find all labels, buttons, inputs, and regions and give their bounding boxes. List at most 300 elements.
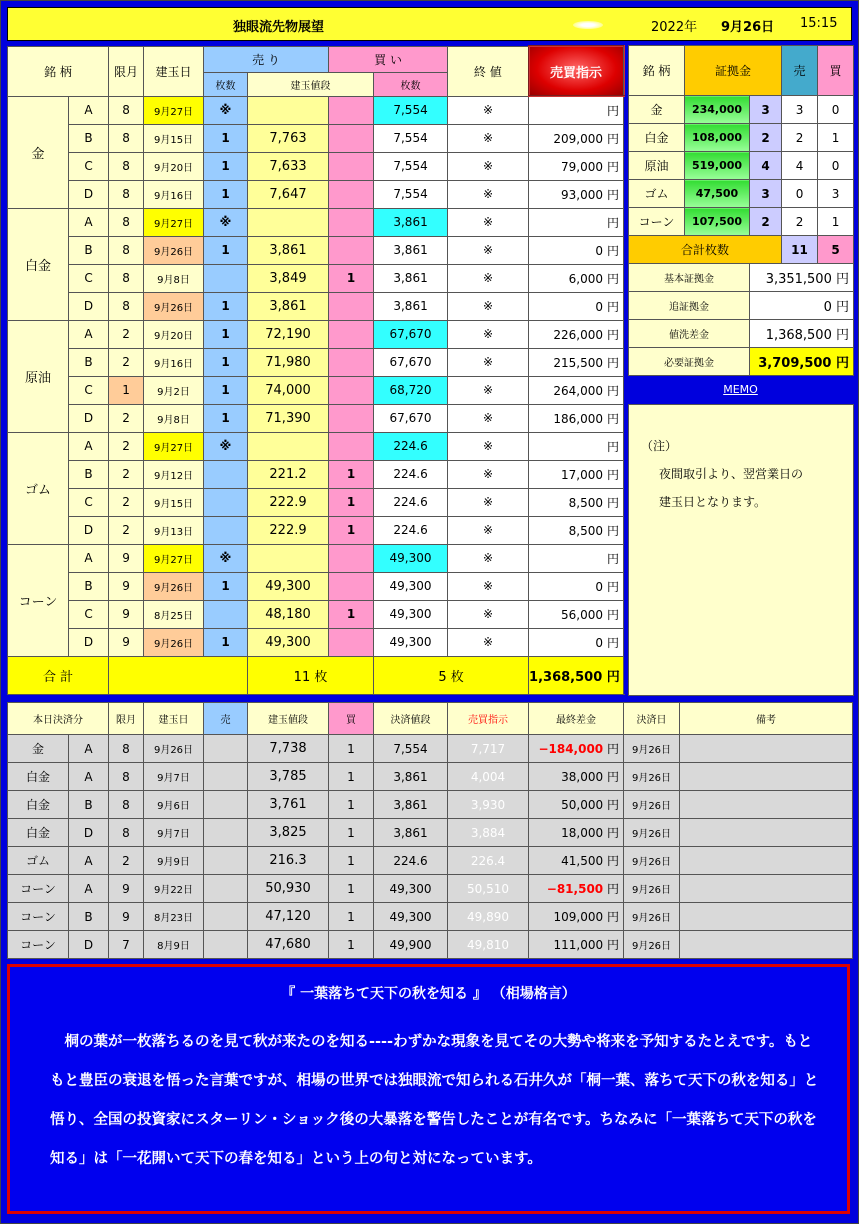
memo-link[interactable]: MEMO (723, 383, 758, 396)
summary-label: 値洗差金 (629, 320, 750, 348)
settle-signal: 7,717 (448, 735, 529, 763)
position-date: 9月13日 (144, 516, 204, 544)
buy-count (329, 432, 374, 460)
trade-signal: ※ (448, 572, 529, 600)
settle-position-date: 9月22日 (144, 875, 204, 903)
mtm-unit: 円 (607, 551, 620, 566)
summary-amount: 1,368,500 (765, 328, 832, 343)
settle-price: 3,861 (374, 763, 448, 791)
contract-month: 8 (109, 124, 144, 152)
mtm-value: 79,000 (561, 159, 604, 174)
position-row (8, 320, 624, 348)
final-diff-unit: 円 (606, 798, 619, 812)
final-diff-value: −184,000 (538, 742, 604, 756)
mtm-unit: 円 (607, 579, 620, 594)
margin-amount: 107,500 (685, 208, 750, 236)
settle-entry-price: 50,930 (248, 875, 329, 903)
margin-amount: 519,000 (685, 152, 750, 180)
memo-note: （注） (641, 439, 678, 453)
position-row (8, 348, 624, 376)
commodity-name: 原油 (8, 320, 69, 432)
sell-count: 1 (204, 628, 248, 656)
settle-price: 7,554 (374, 735, 448, 763)
sell-count: 1 (204, 152, 248, 180)
trade-signal: ※ (448, 600, 529, 628)
mark-to-market (529, 628, 624, 656)
trade-signal: ※ (448, 348, 529, 376)
settle-month: 8 (109, 819, 144, 847)
margin-amount: 108,000 (685, 124, 750, 152)
contract-month: 8 (109, 292, 144, 320)
margin-commodity: ゴム (629, 180, 685, 208)
trade-signal: ※ (448, 236, 529, 264)
position-row (8, 404, 624, 432)
settle-date: 9月26日 (624, 735, 680, 763)
entry-price: 7,763 (248, 124, 329, 152)
quote-body: 桐の葉が一枚落ちるのを見て秋が来たのを知る----わずかな現象を見てその大勢や将来を予知するたとえです。もともと豊臣の衰退を悟った言葉ですが、相場の世界では独眼流で知られる石井久が「桐一葉、落ちて天下の秋を知る」と悟り、全国の投資家にスターリン・ショック後の大暴落を警告したことが有名です。ちなみに「一葉落ちて天下の秋を知る」は「一花開いて天下の春を知る」という上の句と対になっています。 (50, 1034, 819, 1167)
margin-lots: 4 (750, 152, 782, 180)
buy-count (329, 320, 374, 348)
margin-amount: 234,000 (685, 96, 750, 124)
mtm-value: 264,000 (553, 383, 604, 398)
buy-count (329, 628, 374, 656)
settle-position-date: 9月7日 (144, 763, 204, 791)
contract-code: D (69, 628, 109, 656)
mtm-value: 0 (595, 635, 604, 650)
settle-entry-price: 47,680 (248, 931, 329, 959)
entry-price: 3,861 (248, 236, 329, 264)
settle-month: 7 (109, 931, 144, 959)
position-date: 9月27日 (144, 544, 204, 572)
margin-amount: 47,500 (685, 180, 750, 208)
contract-month: 2 (109, 516, 144, 544)
buy-count: 1 (329, 460, 374, 488)
mtm-unit: 円 (607, 355, 620, 370)
settle-commodity: 白金 (8, 763, 69, 791)
total-spacer (109, 656, 248, 694)
settle-buy: 1 (329, 847, 374, 875)
contract-month: 8 (109, 208, 144, 236)
position-row (8, 292, 624, 320)
buy-count (329, 544, 374, 572)
settle-buy: 1 (329, 903, 374, 931)
sell-count: 1 (204, 572, 248, 600)
trade-signal: ※ (448, 432, 529, 460)
commodity-name: ゴム (8, 432, 69, 544)
settle-header-gengetsu: 限月 (109, 703, 144, 735)
trade-signal: ※ (448, 516, 529, 544)
col-header-tategyokubi: 建玉日 (144, 46, 204, 96)
margin-commodity: 原油 (629, 152, 685, 180)
total-buy (374, 656, 529, 694)
mtm-unit: 円 (607, 411, 620, 426)
settle-position-date: 9月9日 (144, 847, 204, 875)
entry-price: 222.9 (248, 516, 329, 544)
total-row (8, 656, 624, 694)
settle-contract: A (69, 735, 109, 763)
mark-to-market (529, 432, 624, 460)
mtm-unit: 円 (607, 243, 620, 258)
final-diff-unit: 円 (606, 742, 619, 756)
contract-month: 9 (109, 628, 144, 656)
mtm-unit: 円 (607, 467, 620, 482)
sell-count (204, 516, 248, 544)
trade-signal: ※ (448, 544, 529, 572)
buy-count (329, 208, 374, 236)
settlement-row (8, 847, 853, 875)
settle-remarks (680, 931, 853, 959)
contract-code: D (69, 180, 109, 208)
settle-buy: 1 (329, 763, 374, 791)
margin-summary-row (629, 320, 854, 348)
settle-signal: 50,510 (448, 875, 529, 903)
mark-to-market (529, 376, 624, 404)
total-diff (529, 656, 624, 694)
settle-commodity: 白金 (8, 791, 69, 819)
mtm-unit: 円 (607, 635, 620, 650)
mark-to-market (529, 572, 624, 600)
margin-sell: 0 (782, 180, 818, 208)
mtm-unit: 円 (607, 383, 620, 398)
close-price: 67,670 (374, 348, 448, 376)
position-row (8, 432, 624, 460)
mark-to-market (529, 264, 624, 292)
settle-entry-price: 3,825 (248, 819, 329, 847)
buy-count: 1 (329, 516, 374, 544)
margin-total-buy: 5 (818, 236, 854, 264)
position-date: 9月15日 (144, 488, 204, 516)
position-row (8, 152, 624, 180)
settle-contract: A (69, 763, 109, 791)
contract-code: B (69, 348, 109, 376)
position-row (8, 572, 624, 600)
summary-label: 必要証拠金 (629, 348, 750, 376)
col-header-meigara: 銘 柄 (8, 46, 109, 96)
mtm-value: 209,000 (553, 131, 604, 146)
position-date: 9月16日 (144, 180, 204, 208)
mtm-unit: 円 (607, 607, 620, 622)
sell-count (204, 264, 248, 292)
close-price: 49,300 (374, 572, 448, 600)
settle-entry-price: 216.3 (248, 847, 329, 875)
settle-header-uri: 売 (204, 703, 248, 735)
settle-buy: 1 (329, 791, 374, 819)
buy-count (329, 96, 374, 124)
position-date: 9月12日 (144, 460, 204, 488)
buy-count (329, 404, 374, 432)
contract-month: 2 (109, 320, 144, 348)
settle-sell (204, 735, 248, 763)
sell-count (204, 600, 248, 628)
commodity-name: 金 (8, 96, 69, 208)
mark-to-market (529, 236, 624, 264)
close-price: 7,554 (374, 96, 448, 124)
margin-lots: 3 (750, 180, 782, 208)
settle-contract: B (69, 791, 109, 819)
margin-header-shokokin: 証拠金 (685, 46, 782, 96)
margin-row (629, 96, 854, 124)
trade-signal: ※ (448, 376, 529, 404)
mark-to-market (529, 292, 624, 320)
entry-price: 7,633 (248, 152, 329, 180)
settlement-table (7, 702, 853, 959)
position-row (8, 264, 624, 292)
margin-commodity: 白金 (629, 124, 685, 152)
mtm-value: 93,000 (561, 187, 604, 202)
margin-header-kai: 買 (818, 46, 854, 96)
position-row (8, 460, 624, 488)
trade-signal: ※ (448, 460, 529, 488)
settle-remarks (680, 875, 853, 903)
contract-code: A (69, 432, 109, 460)
col-header-tategyokunedan: 建玉値段 (248, 72, 374, 96)
final-diff-value: 111,000 (553, 938, 604, 952)
position-row (8, 124, 624, 152)
mark-to-market (529, 544, 624, 572)
margin-summary-row (629, 264, 854, 292)
position-row (8, 628, 624, 656)
mtm-value: 6,000 (568, 271, 604, 286)
settle-header-tategyokubi: 建玉日 (144, 703, 204, 735)
settle-remarks (680, 791, 853, 819)
mark-to-market (529, 96, 624, 124)
buy-count (329, 572, 374, 600)
settle-price: 49,300 (374, 875, 448, 903)
settle-date: 9月26日 (624, 847, 680, 875)
page-title: 独眼流先物展望 (233, 20, 325, 35)
contract-month: 8 (109, 96, 144, 124)
settle-remarks (680, 903, 853, 931)
entry-price: 3,861 (248, 292, 329, 320)
mtm-unit: 円 (607, 271, 620, 286)
summary-value (750, 320, 854, 348)
close-price: 224.6 (374, 460, 448, 488)
position-row (8, 376, 624, 404)
settle-commodity: コーン (8, 903, 69, 931)
buy-count (329, 152, 374, 180)
position-date: 9月16日 (144, 348, 204, 376)
close-price: 224.6 (374, 516, 448, 544)
margin-lots: 2 (750, 124, 782, 152)
contract-code: C (69, 152, 109, 180)
sell-count: ※ (204, 544, 248, 572)
settle-sell (204, 875, 248, 903)
settle-date: 9月26日 (624, 763, 680, 791)
mark-to-market (529, 152, 624, 180)
position-row (8, 208, 624, 236)
position-date: 9月15日 (144, 124, 204, 152)
entry-price: 72,190 (248, 320, 329, 348)
settle-month: 9 (109, 903, 144, 931)
settle-sell (204, 847, 248, 875)
contract-month: 2 (109, 432, 144, 460)
memo-line-2: 建玉日となります。 (659, 495, 767, 509)
mtm-value: 0 (595, 299, 604, 314)
mtm-value: 215,500 (553, 355, 604, 370)
position-row (8, 516, 624, 544)
position-row (8, 180, 624, 208)
mark-to-market (529, 348, 624, 376)
buy-count: 1 (329, 488, 374, 516)
mtm-value: 17,000 (561, 467, 604, 482)
mtm-value: 8,500 (568, 523, 604, 538)
margin-summary-row (629, 292, 854, 320)
margin-buy: 3 (818, 180, 854, 208)
position-date: 9月20日 (144, 320, 204, 348)
settle-month: 8 (109, 791, 144, 819)
position-date: 9月27日 (144, 432, 204, 460)
col-header-sell-maisu: 枚数 (204, 72, 248, 96)
mtm-unit: 円 (607, 495, 620, 510)
final-diff-value: 18,000 (561, 826, 604, 840)
entry-price: 221.2 (248, 460, 329, 488)
settle-signal: 49,890 (448, 903, 529, 931)
mtm-unit: 円 (607, 159, 620, 174)
total-sell (248, 656, 374, 694)
memo-bar (628, 378, 853, 402)
settle-header-saishu: 最終差金 (529, 703, 624, 735)
settle-final-diff (529, 791, 624, 819)
trade-signal: ※ (448, 628, 529, 656)
settle-header-kessainedan: 決済値段 (374, 703, 448, 735)
margin-summary-row (629, 348, 854, 376)
contract-code: C (69, 488, 109, 516)
settle-remarks (680, 847, 853, 875)
header-bar (7, 7, 852, 41)
contract-code: C (69, 264, 109, 292)
summary-unit: 円 (836, 300, 850, 315)
signal-header-button[interactable]: 売買指示 (529, 46, 624, 96)
commodity-name: 白金 (8, 208, 69, 320)
summary-amount: 3,351,500 (765, 272, 832, 287)
trade-signal: ※ (448, 180, 529, 208)
final-diff-value: 38,000 (561, 770, 604, 784)
sell-count: ※ (204, 432, 248, 460)
settle-signal: 4,004 (448, 763, 529, 791)
contract-code: D (69, 404, 109, 432)
position-date: 9月2日 (144, 376, 204, 404)
total-diff-unit: 円 (606, 669, 620, 685)
contract-code: D (69, 516, 109, 544)
margin-sell: 4 (782, 152, 818, 180)
sell-count: ※ (204, 208, 248, 236)
entry-price: 71,980 (248, 348, 329, 376)
contract-month: 8 (109, 236, 144, 264)
contract-month: 9 (109, 572, 144, 600)
settle-entry-price: 47,120 (248, 903, 329, 931)
entry-price: 48,180 (248, 600, 329, 628)
buy-count (329, 348, 374, 376)
final-diff-unit: 円 (606, 770, 619, 784)
buy-count (329, 376, 374, 404)
margin-row (629, 152, 854, 180)
contract-code: A (69, 544, 109, 572)
mtm-value: 8,500 (568, 495, 604, 510)
settle-commodity: 金 (8, 735, 69, 763)
settlement-row (8, 791, 853, 819)
buy-count (329, 236, 374, 264)
settle-month: 9 (109, 875, 144, 903)
close-price: 3,861 (374, 236, 448, 264)
position-date: 9月26日 (144, 292, 204, 320)
sell-count (204, 488, 248, 516)
indicator-light (573, 21, 603, 29)
settle-signal: 226.4 (448, 847, 529, 875)
final-diff-value: 41,500 (561, 854, 604, 868)
settle-remarks (680, 735, 853, 763)
settle-final-diff (529, 903, 624, 931)
settle-position-date: 8月9日 (144, 931, 204, 959)
settle-header-kessai: 本日決済分 (8, 703, 109, 735)
sell-count: 1 (204, 180, 248, 208)
settle-contract: B (69, 903, 109, 931)
summary-label: 基本証拠金 (629, 264, 750, 292)
margin-buy: 1 (818, 124, 854, 152)
position-date: 9月27日 (144, 208, 204, 236)
contract-month: 9 (109, 544, 144, 572)
mtm-value: 226,000 (553, 327, 604, 342)
trade-signal: ※ (448, 404, 529, 432)
mtm-value: 56,000 (561, 607, 604, 622)
margin-lots: 3 (750, 96, 782, 124)
close-price: 224.6 (374, 432, 448, 460)
settle-position-date: 9月7日 (144, 819, 204, 847)
mark-to-market (529, 124, 624, 152)
margin-commodity: 金 (629, 96, 685, 124)
settle-contract: D (69, 819, 109, 847)
settle-date: 9月26日 (624, 819, 680, 847)
settle-commodity: 白金 (8, 819, 69, 847)
trade-signal: ※ (448, 320, 529, 348)
mark-to-market (529, 208, 624, 236)
entry-price: 49,300 (248, 572, 329, 600)
contract-month: 1 (109, 376, 144, 404)
mtm-value: 0 (595, 579, 604, 594)
positions-table (7, 45, 624, 695)
contract-code: A (69, 208, 109, 236)
summary-unit: 円 (836, 328, 850, 343)
settlement-row (8, 931, 853, 959)
close-price: 3,861 (374, 208, 448, 236)
settle-date: 9月26日 (624, 875, 680, 903)
contract-code: B (69, 236, 109, 264)
sell-count: ※ (204, 96, 248, 124)
mtm-value: 0 (595, 243, 604, 258)
mtm-unit: 円 (607, 187, 620, 202)
contract-month: 2 (109, 404, 144, 432)
sell-count: 1 (204, 348, 248, 376)
final-diff-unit: 円 (606, 826, 619, 840)
mark-to-market (529, 180, 624, 208)
mtm-unit: 円 (607, 103, 620, 118)
settle-entry-price: 3,785 (248, 763, 329, 791)
entry-price: 71,390 (248, 404, 329, 432)
settle-remarks (680, 819, 853, 847)
settle-header-biko: 備考 (680, 703, 853, 735)
close-price: 49,300 (374, 628, 448, 656)
mtm-unit: 円 (607, 215, 620, 230)
close-price: 67,670 (374, 404, 448, 432)
mtm-unit: 円 (607, 523, 620, 538)
settle-signal: 3,884 (448, 819, 529, 847)
settle-date: 9月26日 (624, 791, 680, 819)
final-diff-value: −81,500 (546, 882, 604, 896)
trade-signal: ※ (448, 208, 529, 236)
settle-remarks (680, 763, 853, 791)
total-sell-count: 11 (293, 669, 311, 685)
margin-total-label: 合計枚数 (629, 236, 782, 264)
summary-value (750, 292, 854, 320)
